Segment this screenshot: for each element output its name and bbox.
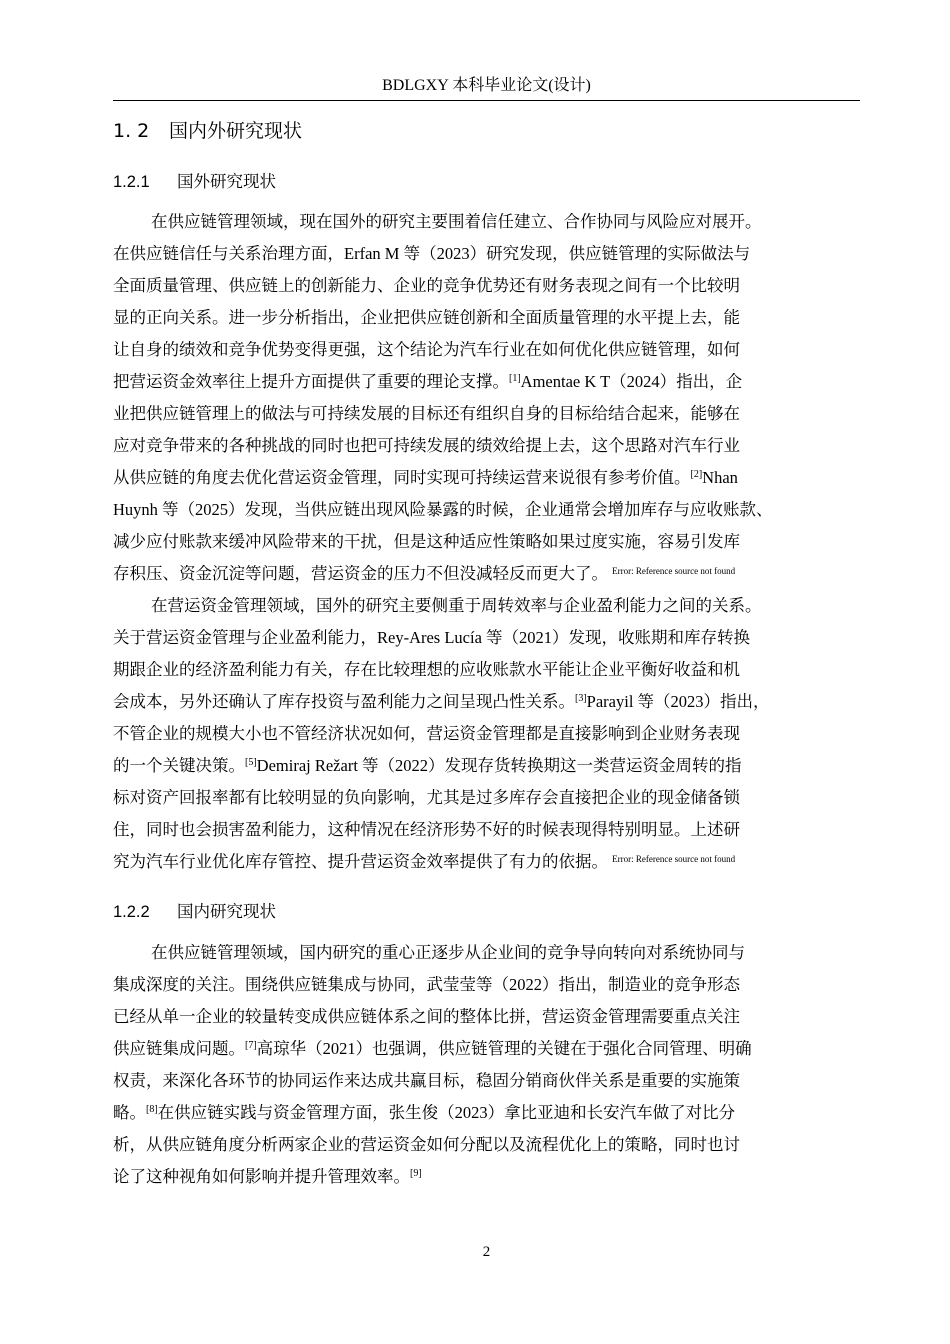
text-span: 的一个关键决策。 <box>113 756 245 775</box>
page-header: BDLGXY 本科毕业论文(设计) <box>382 77 591 94</box>
text-span: 存积压、资金沉淀等问题，营运资金的压力不但没减轻反而更大了。 <box>113 564 608 583</box>
text-line <box>113 462 860 494</box>
text-line <box>113 366 860 398</box>
text-line: 住，同时也会损害盈利能力，这种情况在经济形势不好的时候表现得特别明显。上述研 <box>113 820 740 839</box>
reference-error: Error: Reference source not found <box>612 854 736 864</box>
paragraph-foreign-supply-chain <box>113 206 860 590</box>
text-line: 让自身的绩效和竞争优势变得更强，这个结论为汽车行业在如何优化供应链管理，如何 <box>113 340 740 359</box>
page-number: 2 <box>482 1244 491 1260</box>
subsection-heading-foreign <box>113 170 276 194</box>
paragraph-foreign-working-capital <box>113 590 860 878</box>
text-span: 略。 <box>113 1103 146 1122</box>
text-span: Parayil 等（2023）指出， <box>586 692 770 711</box>
text-span: 供应链集成问题。 <box>113 1039 245 1058</box>
citation-marker: [3] <box>575 693 587 704</box>
text-line: 应对竞争带来的各种挑战的同时也把可持续发展的绩效给提上去，这个思路对汽车行业 <box>113 436 740 455</box>
text-line <box>113 750 860 782</box>
text-line <box>113 558 860 590</box>
subsection-title: 国外研究现状 <box>177 172 276 191</box>
text-line: 标对资产回报率都有比较明显的负向影响，尤其是过多库存会直接把企业的现金储备锁 <box>113 788 740 807</box>
text-line: 在供应链管理领域，国内研究的重心正逐步从企业间的竞争导向转向对系统协同与 <box>151 943 745 962</box>
text-line <box>113 686 860 718</box>
section-heading <box>113 118 302 144</box>
paragraph-domestic-research <box>113 937 860 1193</box>
text-span: 把营运资金效率往上提升方面提供了重要的理论支撑。 <box>113 372 509 391</box>
text-line: 业把供应链管理上的做法与可持续发展的目标还有组织自身的目标给结合起来，能够在 <box>113 404 740 423</box>
text-span: 会成本，另外还确认了库存投资与盈利能力之间呈现凸性关系。 <box>113 692 575 711</box>
subsection-number: 1.2.2 <box>113 903 150 921</box>
reference-error: Error: Reference source not found <box>612 566 736 576</box>
text-line: 在营运资金管理领域，国外的研究主要侧重于周转效率与企业盈利能力之间的关系。 <box>151 596 762 615</box>
text-line: 关于营运资金管理与企业盈利能力，Rey-Ares Lucía 等（2021）发现，收账期和库存转换 <box>113 628 751 647</box>
text-line: 期跟企业的经济盈利能力有关，存在比较理想的应收账款水平能让企业平衡好收益和机 <box>113 660 740 679</box>
citation-marker: [7] <box>245 1040 257 1051</box>
text-line: Huynh 等（2025）发现，当供应链出现风险暴露的时候，企业通常会增加库存与应收账款、 <box>113 500 773 519</box>
text-line: 集成深度的关注。围绕供应链集成与协同，武莹莹等（2022）指出，制造业的竞争形态 <box>113 975 740 994</box>
text-span: 论了这种视角如何影响并提升管理效率。 <box>113 1167 410 1186</box>
text-line <box>113 1161 860 1193</box>
text-line <box>113 1033 860 1065</box>
subsection-heading-domestic <box>113 900 276 924</box>
citation-marker: [8] <box>146 1104 158 1115</box>
text-span: 从供应链的角度去优化营运资金管理，同时实现可持续运营来说很有参考价值。 <box>113 468 691 487</box>
text-line: 全面质量管理、供应链上的创新能力、企业的竞争优势还有财务表现之间有一个比较明 <box>113 276 740 295</box>
text-line: 权责，来深化各环节的协同运作来达成共赢目标，稳固分销商伙伴关系是重要的实施策 <box>113 1071 740 1090</box>
subsection-title: 国内研究现状 <box>177 902 276 921</box>
citation-marker: [1] <box>509 373 521 384</box>
section-title: 国内外研究现状 <box>169 120 303 142</box>
text-span: 高琼华（2021）也强调，供应链管理的关键在于强化合同管理、明确 <box>256 1039 752 1058</box>
subsection-number: 1.2.1 <box>113 173 150 191</box>
header-rule <box>113 100 860 101</box>
text-line: 已经从单一企业的较量转变成供应链体系之间的整体比拼，营运资金管理需要重点关注 <box>113 1007 740 1026</box>
text-line: 在供应链信任与关系治理方面，Erfan M 等（2023）研究发现，供应链管理的实际做法与 <box>113 244 751 263</box>
section-number: 1. 2 <box>113 120 150 142</box>
text-line: 在供应链管理领域，现在国外的研究主要围着信任建立、合作协同与风险应对展开。 <box>151 212 762 231</box>
text-line <box>113 846 860 878</box>
citation-marker: [5] <box>245 757 257 768</box>
text-line: 不管企业的规模大小也不管经济状况如何，营运资金管理都是直接影响到企业财务表现 <box>113 724 740 743</box>
text-span: Demiraj Režart 等（2022）发现存货转换期这一类营运资金周转的指 <box>256 756 742 775</box>
text-span: Nhan <box>702 468 738 487</box>
text-span: Amentae K T（2024）指出，企 <box>520 372 743 391</box>
text-span: 究为汽车行业优化库存管控、提升营运资金效率提供了有力的依据。 <box>113 852 608 871</box>
text-line: 减少应付账款来缓冲风险带来的干扰，但是这种适应性策略如果过度实施，容易引发库 <box>113 532 740 551</box>
text-span: 在供应链实践与资金管理方面，张生俊（2023）拿比亚迪和长安汽车做了对比分 <box>157 1103 736 1122</box>
text-line: 析，从供应链角度分析两家企业的营运资金如何分配以及流程优化上的策略，同时也讨 <box>113 1135 740 1154</box>
citation-marker: [9] <box>410 1168 422 1179</box>
text-line: 显的正向关系。进一步分析指出，企业把供应链创新和全面质量管理的水平提上去，能 <box>113 308 740 327</box>
citation-marker: [2] <box>690 469 703 480</box>
text-line <box>113 1097 860 1129</box>
